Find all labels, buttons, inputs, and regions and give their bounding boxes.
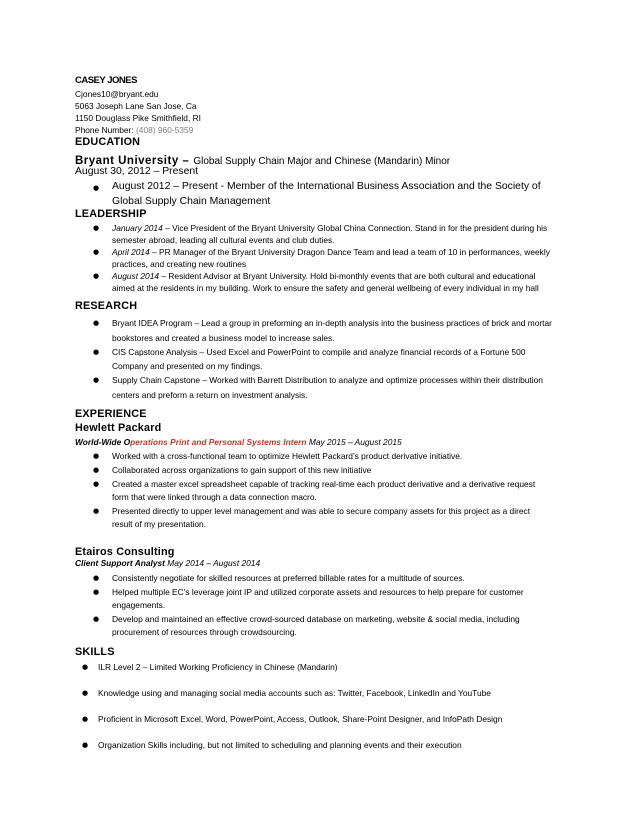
research-item: CIS Capstone Analysis – Used Excel and PowerPoint to compile and analyze financial records of a Fortune 500 <box>112 347 526 357</box>
bullet-icon: ● <box>93 376 100 384</box>
leadership-text-cont: aimed at the residents in my building. Work to ensure the safety and general wellbeing of every individual in my hall <box>112 283 539 293</box>
education-heading: EDUCATION <box>75 136 141 148</box>
bullet-icon: ● <box>93 574 100 582</box>
leadership-item <box>112 222 547 234</box>
experience-item: Develop and maintained an effective crowd-sourced database on marketing, website & social media, including <box>112 614 520 624</box>
leadership-date: January 2014 <box>112 223 163 233</box>
bullet-icon: ● <box>93 452 100 460</box>
research-item: Bryant IDEA Program – Lead a group in preforming an in-depth analysis into the business practices of brick and mortar <box>112 318 552 328</box>
bullet-icon: ● <box>93 466 100 474</box>
experience-item: Created a master excel spreadsheet capable of tracking real-time each product derivative and a derivative request <box>112 479 536 489</box>
leadership-heading: LEADERSHIP <box>75 208 147 220</box>
experience-item: Presented directly to upper level management and was able to secure company assets for this project as a direct <box>112 506 531 516</box>
leadership-date: April 2014 <box>112 247 150 257</box>
experience-item: Collaborated across organizations to gain support of this new initiative <box>112 465 372 475</box>
bullet-icon: ● <box>93 507 100 515</box>
bullet-icon: ● <box>82 715 89 723</box>
skill-item: Organization Skills including, but not limited to scheduling and planning events and their execution <box>98 740 462 750</box>
phone-number: (408) 960-5359 <box>136 125 194 135</box>
experience-item-cont: procurement of resources through crowdsourcing. <box>112 627 297 637</box>
experience-item: Worked with a cross-functional team to optimize Hewlett Packard’s product derivative initiative. <box>112 451 463 461</box>
leadership-text: – Vice President of the Bryant University Global China Connection. Stand in for the president during his <box>162 223 548 233</box>
education-dates: August 30, 2012 – Present <box>75 166 199 177</box>
skill-item: ILR Level 2 – Limited Working Proficiency in Chinese (Mandarin) <box>98 662 338 672</box>
job-title: Client Support Analyst <box>75 558 165 568</box>
leadership-text-cont: practices, and creating new routines <box>112 259 247 269</box>
bullet-icon: ● <box>93 272 100 280</box>
research-item-cont: centers and preform a return on investment analysis. <box>112 390 308 400</box>
research-item-cont: Company and presented on my findings. <box>112 361 263 371</box>
candidate-name: CASEY JONES <box>75 75 137 86</box>
education-bullet: August 2012 – Present - Member of the International Business Association and the Society of Global Supply Chain Management <box>112 181 541 207</box>
company-name: Etairos Consulting <box>75 546 175 558</box>
research-item: Supply Chain Capstone – Worked with Barrett Distribution to analyze and optimize processes within their distribution <box>112 375 543 385</box>
bullet-icon: ● <box>82 741 89 749</box>
skill-item: Proficient in Microsoft Excel, Word, PowerPoint, Access, Outlook, Share-Point Designer, and InfoPath Design <box>98 714 503 724</box>
bullet-icon: ● <box>82 689 89 697</box>
bullet-icon: ● <box>93 480 100 488</box>
experience-heading: EXPERIENCE <box>75 408 147 420</box>
bullet-icon: ● <box>93 319 100 327</box>
bullet-icon: ● <box>93 348 100 356</box>
experience-item: Helped multiple EC’s leverage joint IP and utilized corporate assets and resources to help prepare for customer <box>112 587 524 597</box>
school-name: Bryant University – <box>75 155 190 167</box>
experience-item: Consistently negotiate for skilled resources at preferred billable rates for a multitude of sources. <box>112 573 465 583</box>
leadership-text: – PR Manager of the Bryant University Dragon Dance Team and lead a team of 10 in performances, weekly <box>149 247 550 257</box>
job-title: World-Wide O <box>75 437 131 447</box>
bullet-icon: ● <box>93 224 100 232</box>
experience-item-cont: result of my presentation. <box>112 519 207 529</box>
phone-line <box>75 124 193 136</box>
phone-label: Phone Number: <box>75 125 134 135</box>
company-name: Hewlett Packard <box>75 422 162 434</box>
research-heading: RESEARCH <box>75 300 138 312</box>
job-title-highlight: perations Print and Personal Systems Intern <box>130 437 307 447</box>
email: Cjones10@bryant.edu <box>75 89 159 99</box>
address-line-1: 5063 Joseph Lane San Jose, Ca <box>75 101 197 111</box>
leadership-text-cont: semester abroad, leading all cultural events and club duties. <box>112 235 335 245</box>
bullet-icon: ● <box>82 663 89 671</box>
skill-item: Knowledge using and managing social media accounts such as: Twitter, Facebook, LinkedIn and YouTube <box>98 688 491 698</box>
leadership-item <box>112 270 536 282</box>
experience-item-cont: engagements. <box>112 600 166 610</box>
address-line-2: 1150 Douglass Pike Smithfield, RI <box>75 113 201 123</box>
leadership-item <box>112 246 550 258</box>
bullet-icon: ● <box>93 615 100 623</box>
job-dates: May 2015 – August 2015 <box>306 437 402 447</box>
bullet-icon: ● <box>93 588 100 596</box>
bullet-icon: ● <box>93 248 100 256</box>
leadership-text: – Resident Advisor at Bryant University. Hold bi-monthly events that are both cultural and educational <box>159 271 536 281</box>
job-dates: May 2014 – August 2014 <box>164 558 261 568</box>
job-title-line <box>75 557 260 569</box>
job-title-line <box>75 436 402 448</box>
school-major: Global Supply Chain Major and Chinese (Mandarin) Minor <box>193 156 451 167</box>
experience-item-cont: form that were linked through a data connection macro. <box>112 492 317 502</box>
bullet-icon: ● <box>93 184 100 192</box>
research-item-cont: bookstores and created a business model to increase sales. <box>112 333 335 343</box>
skills-heading: SKILLS <box>75 646 115 658</box>
leadership-date: August 2014 <box>112 271 160 281</box>
